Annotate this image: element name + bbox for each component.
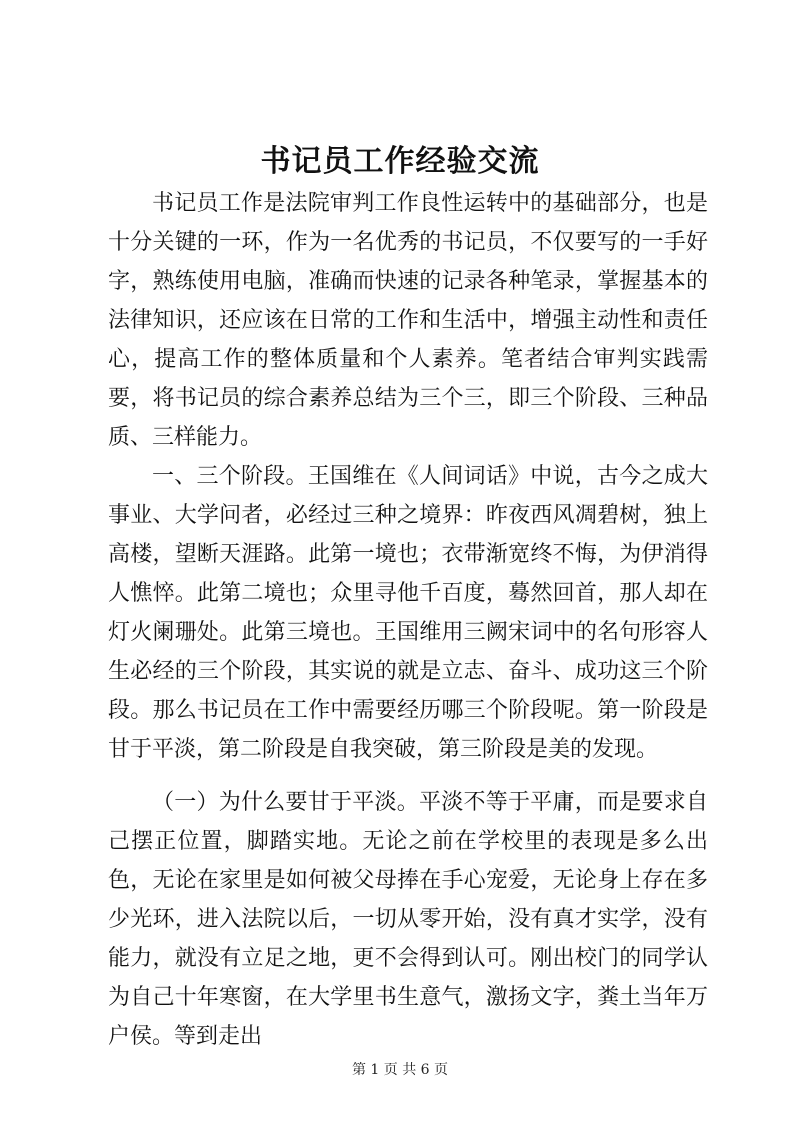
document-title: 书记员工作经验交流 <box>260 144 540 179</box>
paragraph-intro: 书记员工作是法院审判工作良性运转中的基础部分，也是十分关键的一环，作为一名优秀的书记员，不仅要写的一手好字，熟练使用电脑，准确而快速的记录各种笔录，掌握基本的法律知识，还应该在日常的工作和生活中，增强主动性和责任心，提高工作的整体质量和个人素养。笔者结合审判实践需要，将书记员的综合素养总结为三个三，即三个阶段、三种品质、三样能力。 <box>108 191 708 450</box>
page-footer: 第 1 页 共 6 页 <box>351 1062 449 1078</box>
paragraph-stage-one: （一）为什么要甘于平淡。平淡不等于平庸，而是要求自己摆正位置，脚踏实地。无论之前在学校里的表现是多么出色，无论在家里是如何被父母捧在手心宠爱，无论身上存在多少光环，进入法院以后，一切从零开始，没有真才实学，没有能力，就没有立足之地，更不会得到认可。刚出校门的同学认为自己十年寒窗，在大学里书生意气，激扬文字，粪土当年万户侯。等到走出 <box>108 790 708 1049</box>
document-body <box>108 184 708 1056</box>
paragraph-three-stages: 一、三个阶段。王国维在《人间词话》中说，古今之成大事业、大学问者，必经过三种之境界：昨夜西风凋碧树，独上高楼，望断天涯路。此第一境也；衣带渐宽终不悔，为伊消得人憔悴。此第二境也；众里寻他千百度，蓦然回首，那人却在灯火阑珊处。此第三境也。王国维用三阙宋词中的名句形容人生必经的三个阶段，其实说的就是立志、奋斗、成功这三个阶段。那么书记员在工作中需要经历哪三个阶段呢。第一阶段是甘于平淡，第二阶段是自我突破，第三阶段是美的发现。 <box>108 464 708 762</box>
